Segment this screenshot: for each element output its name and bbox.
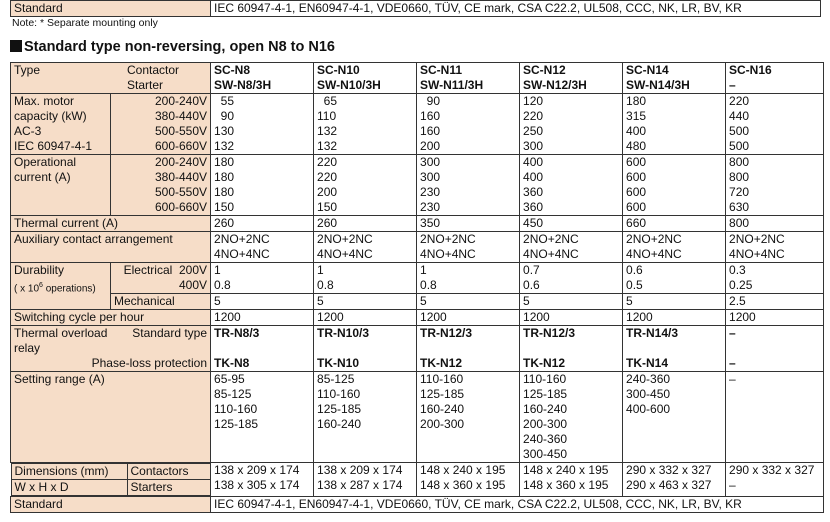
model-header: SC-N14 SW-N14/3H [623, 63, 726, 94]
square-bullet-icon [10, 40, 22, 52]
dimension-values: 138 x 209 x 174 138 x 287 x 174 [314, 463, 417, 497]
table-row [11, 372, 824, 463]
dimension-values: 148 x 240 x 195 148 x 360 x 195 [417, 463, 520, 497]
mechanical-value: 5 [623, 294, 726, 310]
standard-label: Standard [11, 497, 211, 513]
model-header: SC-N11 SW-N11/3H [417, 63, 520, 94]
table-row [11, 155, 824, 216]
model-header: SC-N16 – [726, 63, 824, 94]
motor-values: 65 110 132 132 [314, 94, 417, 155]
table-row [11, 216, 824, 232]
table-row [11, 497, 824, 513]
setting-values: 65-95 85-125 110-160 125-185 [211, 372, 314, 463]
current-values: 220 220 200 150 [314, 155, 417, 216]
thermal-current-label: Thermal current (A) [11, 216, 211, 232]
switching-value: 1200 [417, 310, 520, 326]
durability-values: 0.6 0.5 [623, 263, 726, 294]
overload-values: TR-N12/3 TK-N12 [417, 326, 520, 372]
aux-values: 2NO+2NC 4NO+4NC [417, 232, 520, 263]
dimension-values: 290 x 332 x 327 290 x 463 x 327 [623, 463, 726, 497]
mechanical-value: 5 [314, 294, 417, 310]
thermal-value: 260 [211, 216, 314, 232]
overload-values: TR-N14/3 TK-N14 [623, 326, 726, 372]
current-values: 400 400 360 360 [520, 155, 623, 216]
current-values: 180 180 180 150 [211, 155, 314, 216]
thermal-value: 350 [417, 216, 520, 232]
setting-values: – [726, 372, 824, 463]
current-values: 300 300 230 230 [417, 155, 520, 216]
aux-values: 2NO+2NC 4NO+4NC [314, 232, 417, 263]
switching-value: 1200 [623, 310, 726, 326]
model-header: SC-N8 SW-N8/3H [211, 63, 314, 94]
motor-values: 180 315 400 480 [623, 94, 726, 155]
table-row [11, 310, 824, 326]
previous-standard-table [10, 0, 821, 17]
table-row [11, 94, 824, 155]
table-row [11, 326, 824, 372]
setting-values: 240-360 300-450 400-600 [623, 372, 726, 463]
section-title: Standard type non-reversing, open N8 to N16 [10, 39, 335, 55]
dimension-values: 138 x 209 x 174 138 x 305 x 174 [211, 463, 314, 497]
thermal-value: 800 [726, 216, 824, 232]
aux-values: 2NO+2NC 4NO+4NC [726, 232, 824, 263]
durability-values: 0.3 0.25 [726, 263, 824, 294]
table-row [11, 232, 824, 263]
standard-label: Standard [11, 1, 211, 17]
switching-value: 1200 [211, 310, 314, 326]
durability-values: 1 0.8 [314, 263, 417, 294]
aux-contact-label: Auxiliary contact arrangement [11, 232, 211, 263]
model-header: SC-N10 SW-N10/3H [314, 63, 417, 94]
voltage-labels: 200-240V 380-440V 500-550V 600-660V [111, 155, 211, 216]
thermal-value: 450 [520, 216, 623, 232]
motor-values: 220 440 500 500 [726, 94, 824, 155]
aux-values: 2NO+2NC 4NO+4NC [211, 232, 314, 263]
durability-label: Durability ( x $10^6$ operations) [11, 263, 111, 310]
table-row [11, 63, 824, 94]
overload-values: TR-N10/3 TK-N10 [314, 326, 417, 372]
voltage-labels: 200-240V 380-440V 500-550V 600-660V [111, 94, 211, 155]
setting-values: 110-160 125-185 160-240 200-300 240-360 300-450 [520, 372, 623, 463]
current-values: 600 600 600 600 [623, 155, 726, 216]
motor-capacity-label: Max. motor capacity (kW) AC-3 IEC 60947-4-1 [11, 94, 111, 155]
switching-value: 1200 [520, 310, 623, 326]
overload-values: – – [726, 326, 824, 372]
footnote: Note: * Separate mounting only [12, 17, 158, 29]
standard-value: IEC 60947-4-1, EN60947-4-1, VDE0660, TÜV, CE mark, CSA C22.2, UL508, CCC, NK, LR, BV, KR [211, 1, 821, 17]
thermal-value: 660 [623, 216, 726, 232]
dimensions-label-grid: Dimensions (mm) Contactors W x H x D Starters [11, 463, 211, 496]
setting-values: 85-125 110-160 125-185 160-240 [314, 372, 417, 463]
table-row [11, 294, 824, 310]
current-values: 800 800 720 630 [726, 155, 824, 216]
mechanical-value: 2.5 [726, 294, 824, 310]
aux-values: 2NO+2NC 4NO+4NC [520, 232, 623, 263]
thermal-value: 260 [314, 216, 417, 232]
switching-label: Switching cycle per hour [11, 310, 211, 326]
electrical-label: Electrical 200V 400V [111, 263, 211, 294]
type-header: Type Contactor Starter [11, 63, 211, 94]
table-row [11, 1, 821, 17]
mechanical-value: 5 [520, 294, 623, 310]
motor-values: 90 160 160 200 [417, 94, 520, 155]
table-row [11, 263, 824, 294]
durability-values: 1 0.8 [417, 263, 520, 294]
table-row [11, 463, 824, 497]
setting-values: 110-160 125-185 160-240 200-300 [417, 372, 520, 463]
mechanical-label: Mechanical [111, 294, 211, 310]
overload-values: TR-N12/3 TK-N12 [520, 326, 623, 372]
dimensions-label [11, 463, 211, 497]
dimension-values: 148 x 240 x 195 148 x 360 x 195 [520, 463, 623, 497]
switching-value: 1200 [314, 310, 417, 326]
spec-table [10, 62, 824, 513]
dimension-values: 290 x 332 x 327 – [726, 463, 824, 497]
durability-values: 0.7 0.6 [520, 263, 623, 294]
motor-values: 120 220 250 300 [520, 94, 623, 155]
switching-value: 1200 [726, 310, 824, 326]
mechanical-value: 5 [417, 294, 520, 310]
durability-values: 1 0.8 [211, 263, 314, 294]
standard-value: IEC 60947-4-1, EN60947-4-1, VDE0660, TÜV, CE mark, CSA C22.2, UL508, CCC, NK, LR, BV, KR [211, 497, 824, 513]
overload-values: TR-N8/3 TK-N8 [211, 326, 314, 372]
aux-values: 2NO+2NC 4NO+4NC [623, 232, 726, 263]
motor-values: 55 90 130 132 [211, 94, 314, 155]
overload-relay-label: Thermal overload Standard type relay Phase-loss protection [11, 326, 211, 372]
mechanical-value: 5 [211, 294, 314, 310]
setting-range-label: Setting range (A) [11, 372, 211, 463]
operational-current-label: Operational current (A) [11, 155, 111, 216]
model-header: SC-N12 SW-N12/3H [520, 63, 623, 94]
